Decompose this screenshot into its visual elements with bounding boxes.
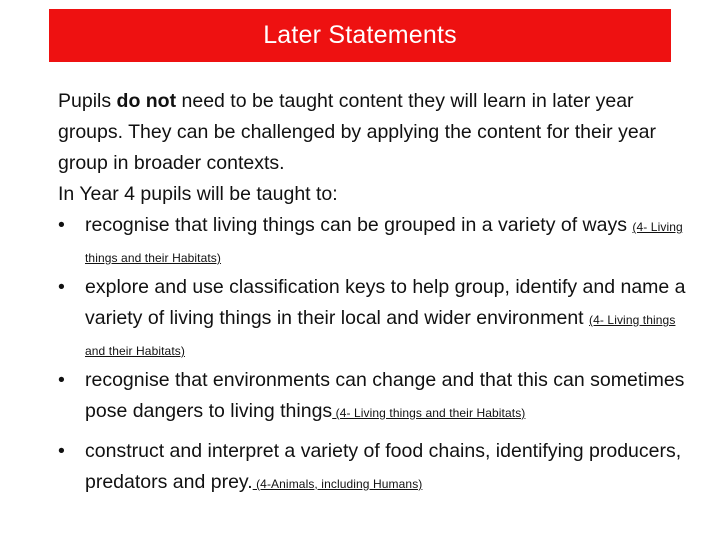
intro-paragraph xyxy=(58,86,688,179)
statement-reference: (4-Animals, including Humans) xyxy=(252,477,423,491)
title-banner xyxy=(49,9,671,62)
statement-text: recognise that environments can change and that this can sometimes pose dangers to living things xyxy=(85,369,685,422)
statement-reference: (4- Living things and their Habitats) xyxy=(85,220,683,265)
statement-reference: (4- Living things and their Habitats) xyxy=(332,406,526,420)
bullet-icon: • xyxy=(58,276,65,298)
statement-text: construct and interpret a variety of food chains, identifying producers, predators and prey. xyxy=(85,440,682,493)
statement-reference: (4- Living things and their Habitats) xyxy=(85,313,676,358)
slide-body xyxy=(58,86,688,498)
bullet-icon: • xyxy=(58,369,65,391)
slide-title: Later Statements xyxy=(263,21,457,49)
statement-item xyxy=(58,436,688,498)
statement-list xyxy=(58,210,688,498)
intro-text-end: need to be taught content they will learn in later year groups. They can be challenged by applying the content for their year group in broader contexts. xyxy=(58,90,657,174)
statement-text: recognise that living things can be grouped in a variety of ways xyxy=(85,214,633,236)
intro-text-start: Pupils xyxy=(58,90,117,112)
lead-in-text: In Year 4 pupils will be taught to: xyxy=(58,183,338,205)
statement-item xyxy=(58,210,688,272)
statement-item xyxy=(58,272,688,365)
statement-text: explore and use classification keys to help group, identify and name a variety of living things in their local and wider environment xyxy=(85,276,686,329)
intro-emphasis: do not xyxy=(116,90,177,112)
statement-item xyxy=(58,365,688,427)
bullet-icon: • xyxy=(58,214,65,236)
bullet-icon: • xyxy=(58,440,65,462)
